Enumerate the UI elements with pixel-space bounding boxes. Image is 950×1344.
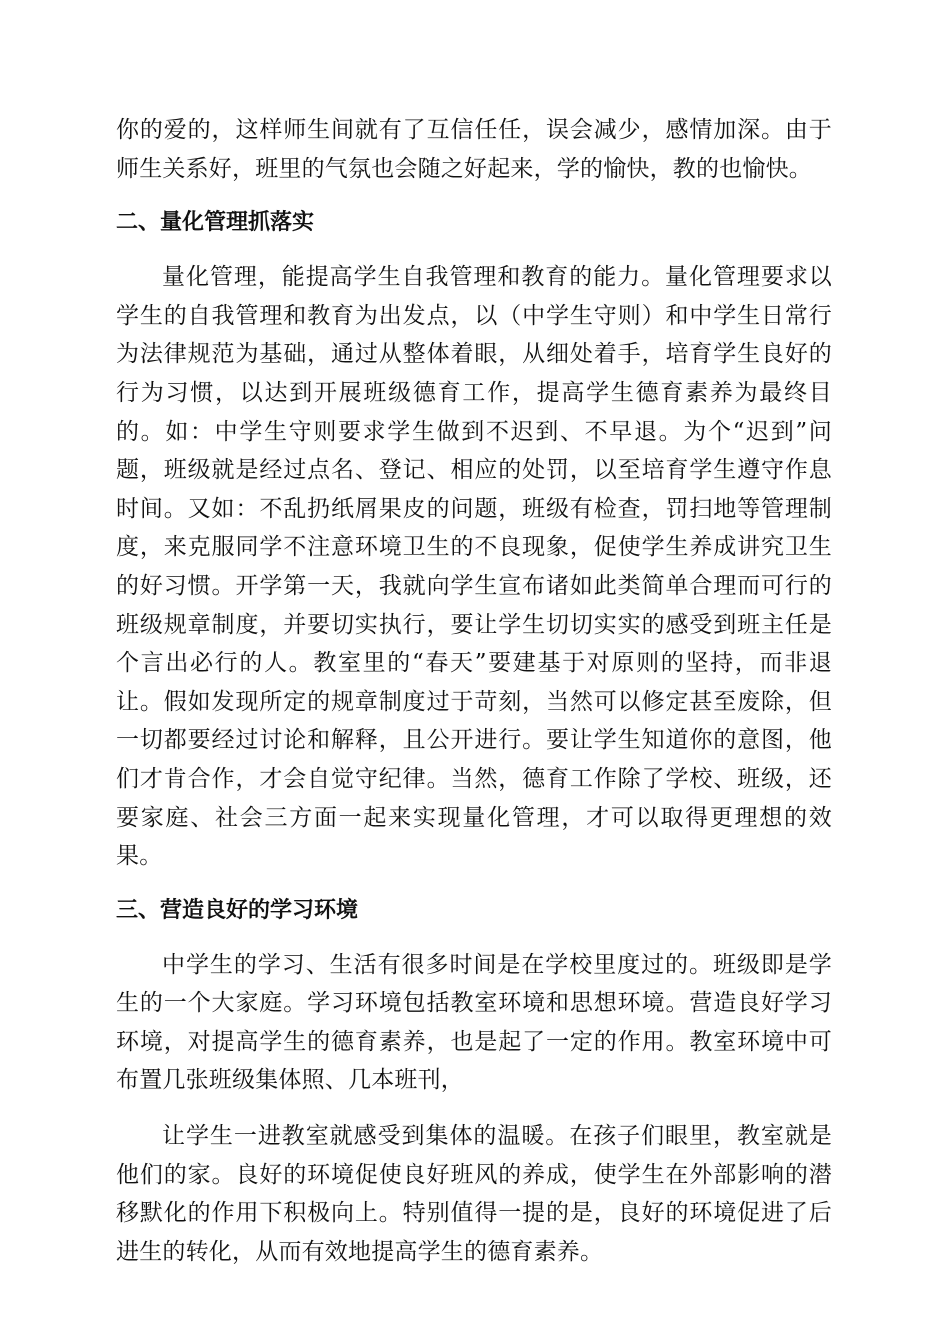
section-heading-quantified-management: 二、量化管理抓落实 <box>116 210 315 236</box>
learning-environment-paragraph-2: 让学生一进教室就感受到集体的温暖。在孩子们眼里，教室就是他们的家。良好的环境促使良好班风的养成，使学生在外部影响的潜移默化的作用下积极向上。特别值得一提的是，良好的环境促进了后进生的转化，从而有效地提高学生的德育素养。 <box>116 1123 832 1265</box>
section-heading-learning-environment: 三、营造良好的学习环境 <box>116 897 359 923</box>
learning-environment-paragraph-1: 中学生的学习、生活有很多时间是在学校里度过的。班级即是学生的一个大家庭。学习环境包括教室环境和思想环境。营造良好学习环境，对提高学生的德育素养，也是起了一定的作用。教室环境中可布置几张班级集体照、几本班刊， <box>116 951 832 1094</box>
document-body <box>116 111 832 1271</box>
quantified-management-paragraph: 量化管理，能提高学生自我管理和教育的能力。量化管理要求以学生的自我管理和教育为出发点，以（中学生守则）和中学生日常行为法律规范为基础，通过从整体着眼，从细处着手，培育学生良好的行为习惯，以达到开展班级德育工作，提高学生德育素养为最终目的。如：中学生守则要求学生做到不迟到、不早退。为个“迟到”问题，班级就是经过点名、登记、相应的处罚，以至培育学生遵守作息时间。又如：不乱扔纸屑果皮的问题，班级有检查，罚扫地等管理制度，来克服同学不注意环境卫生的不良现象，促使学生养成讲究卫生的好习惯。开学第一天，我就向学生宣布诸如此类简单合理而可行的班级规章制度，并要切实执行，要让学生切切实实的感受到班主任是个言出必行的人。教室里的“春天”要建基于对原则的坚持，而非退让。假如发现所定的规章制度过于苛刻，当然可以修定甚至废除，但一切都要经过讨论和解释，且公开进行。要让学生知道你的意图，他们才肯合作，才会自觉守纪律。当然，德育工作除了学校、班级，还要家庭、社会三方面一起来实现量化管理，才可以取得更理想的效果。 <box>116 264 832 870</box>
intro-continuation-paragraph: 你的爱的，这样师生间就有了互信任任，误会减少，感情加深。由于师生关系好，班里的气氛也会随之好起来，学的愉快，教的也愉快。 <box>116 117 832 182</box>
